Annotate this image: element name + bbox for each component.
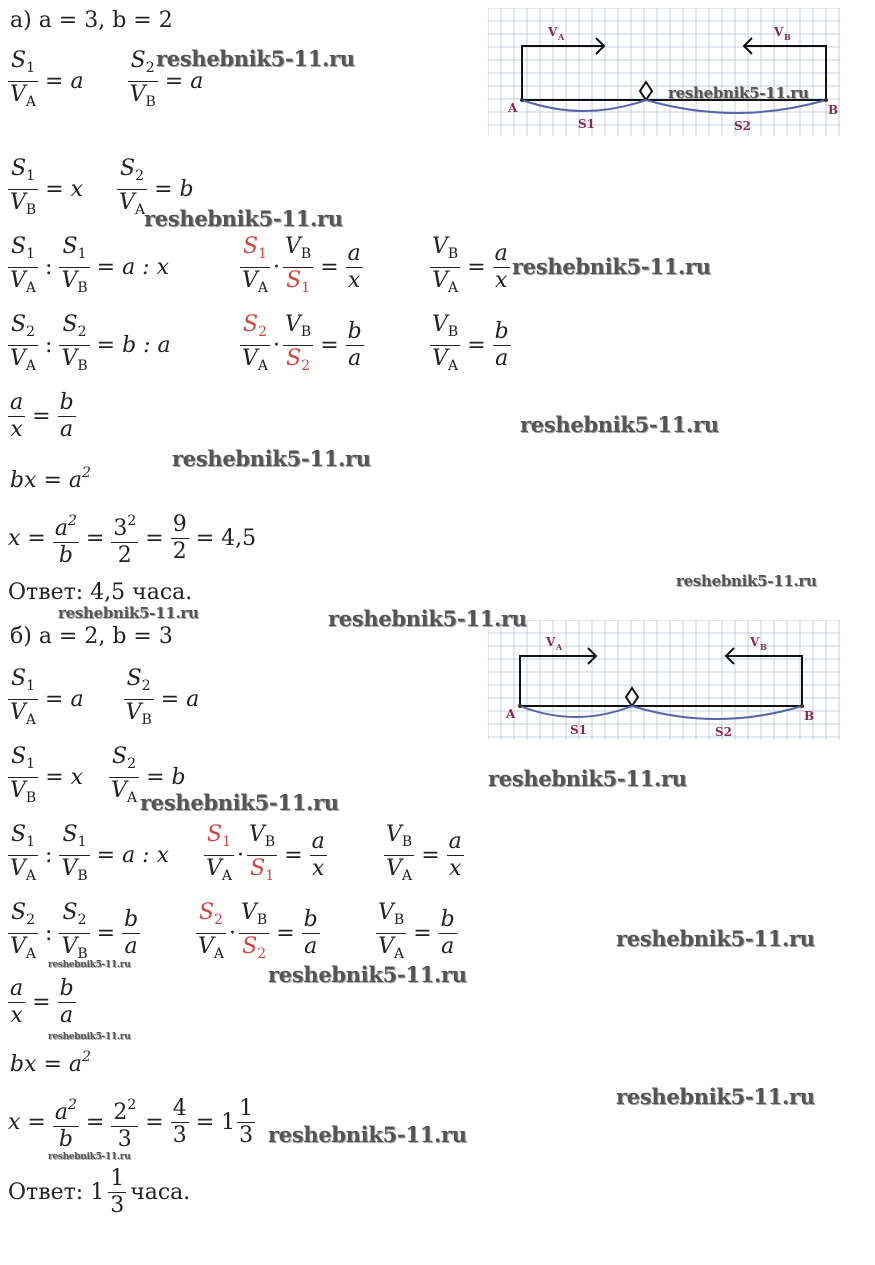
label-va: V: [546, 635, 556, 649]
eq-b-bx: bx = $a^2$: [10, 1049, 91, 1077]
answer-b: Ответ: 1 $\frac{1}{3}$ часа.: [8, 1166, 191, 1218]
vb-path: [726, 656, 802, 706]
meeting-point-icon: [626, 688, 638, 706]
grid: [488, 620, 840, 740]
label-vb: V: [774, 25, 784, 39]
watermark: reshebnik5-11.ru: [268, 1122, 467, 1147]
watermark: reshebnik5-11.ru: [676, 572, 817, 590]
label-s2: S2: [715, 725, 733, 739]
eq-b-calc: x = $\frac{a^2}{b}$ = $\frac{2^2}{3}$ = $\frac{4}{3}$ = 1 $\frac{1}{3}$: [8, 1092, 255, 1153]
point-b: [800, 704, 804, 708]
eq-b-row4-mid: $\frac{S_2}{V_A}$ · $\frac{V_B}{S_2}$ = $\frac{b}{a}$: [198, 900, 318, 962]
meeting-point-icon: [640, 82, 652, 100]
arcs: [520, 706, 802, 719]
point-a: [520, 98, 524, 102]
watermark: reshebnik5-11.ru: [520, 412, 719, 437]
motion-diagram-a: [488, 8, 840, 136]
watermark: reshebnik5-11.ru: [512, 254, 711, 279]
frac-s1-va: $\frac{S_1}{V_A}$: [10, 48, 37, 110]
watermark: reshebnik5-11.ru: [58, 604, 199, 622]
label-va-sub: A: [558, 32, 565, 42]
eq-a-row1: $\frac{S_1}{V_A}$ = a $\frac{S_2}{V_B}$ = a: [8, 48, 203, 115]
watermark: reshebnik5-11.ru: [668, 84, 809, 102]
watermark: reshebnik5-11.ru: [268, 962, 467, 987]
eq-a-row2: $\frac{S_1}{V_B}$ = x $\frac{S_2}{V_A}$ = b: [10, 156, 194, 218]
watermark: reshebnik5-11.ru: [328, 606, 527, 631]
eq-b-row4: $\frac{S_2}{V_A}$ : $\frac{S_2}{V_B}$ = $\frac{b}{a}$: [10, 900, 139, 962]
watermark: reshebnik5-11.ru: [156, 46, 355, 71]
frac-s2-vb: $\frac{S_2}{V_B}$: [129, 48, 156, 110]
eq-a-row3: $\frac{S_1}{V_A}$ : $\frac{S_1}{V_B}$ = a : x: [10, 234, 169, 296]
part-a-header: а) a = 3, b = 2: [10, 8, 173, 33]
s1-arc: [520, 706, 632, 717]
eq-a-row3-right: $\frac{V_B}{V_A}$ = $\frac{a}{x}$: [432, 234, 508, 296]
point-b: [824, 98, 828, 102]
watermark: reshebnik5-11.ru: [616, 926, 815, 951]
label-s1: S1: [570, 723, 588, 737]
eq-b-row3-right: $\frac{V_B}{V_A}$ = $\frac{a}{x}$: [386, 822, 462, 884]
eq-b-row3: $\frac{S_1}{V_A}$ : $\frac{S_1}{V_B}$ = a : x: [10, 822, 169, 884]
eq-a-row4-mid: $\frac{S_2}{V_A}$ · $\frac{V_B}{S_2}$ = $\frac{b}{a}$: [242, 312, 362, 374]
label-a: A: [506, 707, 516, 721]
eq-b-row4-right: $\frac{V_B}{V_A}$ = $\frac{b}{a}$: [378, 900, 455, 962]
grid: [488, 8, 840, 136]
part-b-header: б) a = 2, b = 3: [10, 624, 173, 649]
eq-a-row5: $\frac{a}{x}$ = $\frac{b}{a}$: [10, 390, 74, 442]
watermark: reshebnik5-11.ru: [172, 446, 371, 471]
label-b: B: [828, 103, 839, 117]
answer-a: Ответ: 4,5 часа.: [8, 580, 193, 605]
eq-a-row4: $\frac{S_2}{V_A}$ : $\frac{S_2}{V_B}$ = b : a: [10, 312, 171, 374]
motion-diagram-b: [488, 620, 840, 740]
eq-a-row3-mid: $\frac{S_1}{V_A}$ · $\frac{V_B}{S_1}$ = $\frac{a}{x}$: [242, 234, 361, 296]
watermark: reshebnik5-11.ru: [48, 1032, 131, 1042]
eq-b-row3-mid: $\frac{S_1}{V_A}$ · $\frac{V_B}{S_1}$ = $\frac{a}{x}$: [206, 822, 325, 884]
s1-arc: [522, 100, 646, 111]
label-vb: V: [750, 635, 760, 649]
label-vb-sub: B: [760, 642, 767, 652]
label-va-sub: A: [556, 642, 563, 652]
label-va: V: [548, 25, 558, 39]
label-a: A: [508, 101, 518, 115]
watermark: reshebnik5-11.ru: [48, 1152, 131, 1162]
watermark: reshebnik5-11.ru: [48, 960, 131, 970]
eq-a-calc: x = $\frac{a^2}{b}$ = $\frac{3^2}{2}$ = $\frac{9}{2}$ = 4,5: [8, 508, 256, 569]
label-b: B: [804, 709, 815, 723]
path-lines: [520, 648, 802, 706]
s2-arc: [632, 706, 802, 719]
eq-b-row2: $\frac{S_1}{V_B}$ = x $\frac{S_2}{V_A}$ = b: [10, 744, 186, 806]
watermark: reshebnik5-11.ru: [144, 206, 343, 231]
watermark: reshebnik5-11.ru: [140, 790, 339, 815]
eq-a-row4-right: $\frac{V_B}{V_A}$ = $\frac{b}{a}$: [432, 312, 509, 374]
watermark: reshebnik5-11.ru: [616, 1084, 815, 1109]
eq-b-row1: $\frac{S_1}{V_A}$ = a $\frac{S_2}{V_B}$ = a: [10, 666, 200, 728]
label-s1: S1: [578, 117, 596, 131]
va-path: [520, 656, 596, 706]
label-s2: S2: [734, 119, 752, 133]
eq-a-bx: bx = $a^2$: [10, 465, 91, 493]
eq-b-row5: $\frac{a}{x}$ = $\frac{b}{a}$: [10, 976, 74, 1028]
point-a: [518, 704, 522, 708]
watermark: reshebnik5-11.ru: [488, 766, 687, 791]
label-vb-sub: B: [784, 32, 791, 42]
